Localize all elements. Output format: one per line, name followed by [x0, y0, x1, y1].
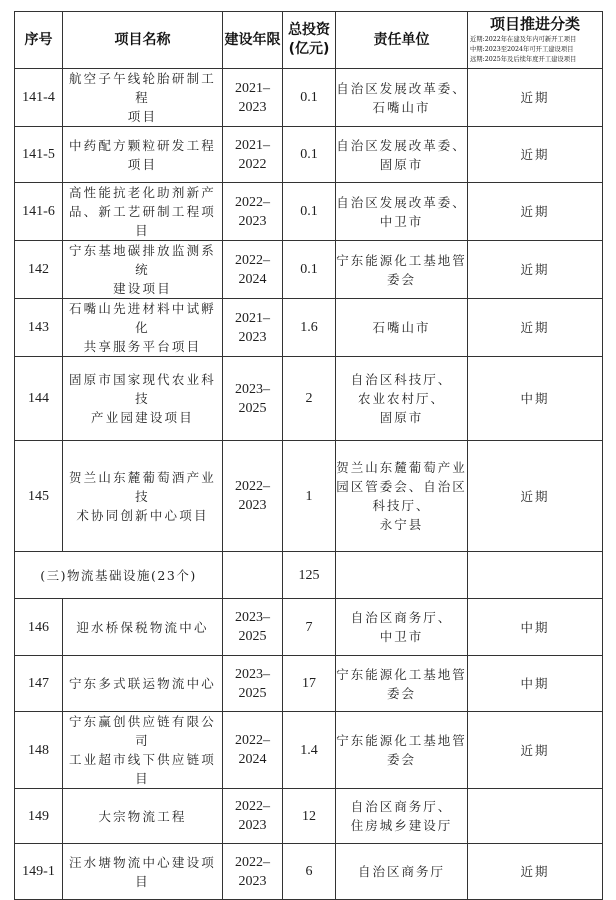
construction-years-line: 2025 [238, 400, 267, 416]
project-name-line: 迎水桥保税物流中心 [76, 619, 209, 635]
classification: 近期 [468, 241, 603, 299]
responsible-unit [336, 241, 468, 299]
classification: 中期 [468, 656, 603, 712]
responsible-unit [336, 656, 468, 712]
row-number: 146 [15, 599, 63, 656]
construction-years-line: 2022– [235, 252, 270, 268]
table-row [15, 183, 603, 241]
row-number: 141-5 [15, 127, 63, 183]
table-row [15, 599, 603, 656]
responsible-unit-line: 农业农村厅、 [357, 391, 445, 406]
table-row [15, 299, 603, 357]
responsible-unit-line: 石嘴山市 [372, 320, 431, 335]
construction-years [223, 299, 283, 357]
construction-years-line: 2024 [238, 271, 267, 287]
construction-years-line: 2022– [235, 194, 270, 210]
total-investment: 2 [283, 357, 336, 441]
project-table [14, 11, 603, 900]
construction-years-line: 2021– [235, 137, 270, 153]
responsible-unit-line: 石嘴山市 [372, 99, 431, 115]
table-row [15, 441, 603, 552]
row-number: 144 [15, 357, 63, 441]
responsible-unit-line: 自治区发展改革委、 [336, 137, 467, 153]
table-row [15, 127, 603, 183]
section-years-empty [223, 552, 283, 599]
total-investment: 12 [283, 789, 336, 844]
classification [468, 789, 603, 844]
table-row [15, 69, 603, 127]
table-row [15, 357, 603, 441]
responsible-unit [336, 844, 468, 900]
row-number: 147 [15, 656, 63, 712]
responsible-unit [336, 712, 468, 789]
legend-far: 远期:2025年及后续年度开工建设项目 [470, 56, 577, 63]
project-name-line: 项目 [127, 109, 158, 124]
construction-years-line: 2021– [235, 310, 270, 326]
construction-years-line: 2023 [238, 329, 267, 345]
section-label: (三)物流基础设施(23个) [15, 552, 223, 599]
project-name-line: 术协同创新中心项目 [76, 507, 209, 523]
responsible-unit [336, 183, 468, 241]
construction-years [223, 441, 283, 552]
total-investment: 1.4 [283, 712, 336, 789]
row-number: 149-1 [15, 844, 63, 900]
responsible-unit-line: 自治区商务厅 [357, 864, 445, 879]
construction-years [223, 183, 283, 241]
construction-years-line: 2022– [235, 799, 270, 814]
responsible-unit-line: 中卫市 [379, 213, 424, 229]
project-name-line: 共享服务平台项目 [83, 339, 202, 354]
responsible-unit [336, 789, 468, 844]
responsible-unit-line: 中卫市 [379, 629, 424, 644]
classification: 近期 [468, 299, 603, 357]
project-name [63, 357, 223, 441]
total-investment: 1 [283, 441, 336, 552]
construction-years [223, 599, 283, 656]
construction-years-line: 2023 [238, 99, 267, 115]
project-name [63, 656, 223, 712]
row-number: 149 [15, 789, 63, 844]
project-name [63, 789, 223, 844]
table-row [15, 712, 603, 789]
header-years: 建设年限 [223, 12, 283, 69]
construction-years [223, 789, 283, 844]
classification: 近期 [468, 844, 603, 900]
responsible-unit-line: 宁东能源化工基地管 [336, 733, 467, 748]
row-number: 143 [15, 299, 63, 357]
responsible-unit-line: 自治区商务厅、 [350, 610, 453, 625]
responsible-unit-line: 自治区发展改革委、 [336, 80, 467, 96]
row-number: 142 [15, 241, 63, 299]
responsible-unit-line: 委会 [386, 752, 416, 767]
project-name-line: 贺兰山东麓葡萄酒产业技 [68, 469, 216, 504]
construction-years-line: 2024 [238, 752, 267, 767]
project-name-line: 石嘴山先进材料中试孵化 [68, 301, 216, 335]
section-class-empty [468, 552, 603, 599]
construction-years-line: 2025 [238, 629, 267, 644]
construction-years-line: 2022– [235, 854, 270, 870]
classification: 近期 [468, 183, 603, 241]
classification: 近期 [468, 69, 603, 127]
construction-years [223, 712, 283, 789]
total-investment: 0.1 [283, 127, 336, 183]
construction-years-line: 2021– [235, 80, 270, 96]
total-investment: 1.6 [283, 299, 336, 357]
construction-years-line: 2022– [235, 733, 270, 748]
legend-mid: 中期:2023至2024年可开工建设项目 [470, 46, 574, 53]
project-name-line: 中药配方颗粒研发工程项目 [68, 137, 216, 172]
total-investment: 17 [283, 656, 336, 712]
classification: 中期 [468, 599, 603, 656]
row-number: 145 [15, 441, 63, 552]
construction-years-line: 2023 [238, 498, 267, 513]
construction-years [223, 69, 283, 127]
header-investment-line1: 总投资 [288, 22, 330, 38]
project-name-line: 产业园建设项目 [91, 410, 194, 425]
project-name [63, 712, 223, 789]
header-classification [468, 12, 603, 69]
responsible-unit [336, 127, 468, 183]
header-classification-title: 项目推进分类 [489, 15, 580, 33]
total-investment: 7 [283, 599, 336, 656]
responsible-unit-line: 自治区科技厅、 [350, 372, 453, 387]
construction-years-line: 2025 [238, 685, 267, 701]
project-name-line: 工业超市线下供应链项目 [68, 752, 216, 786]
responsible-unit-line: 贺兰山东麓葡萄产业 [336, 460, 467, 475]
construction-years [223, 844, 283, 900]
responsible-unit-line: 永宁县 [379, 517, 424, 532]
project-name-line: 高性能抗老化助剂新产 [68, 185, 216, 200]
responsible-unit-line: 自治区商务厅、 [350, 799, 453, 814]
responsible-unit [336, 441, 468, 552]
responsible-unit-line: 园区管委会、自治区 [336, 479, 467, 494]
project-name [63, 241, 223, 299]
construction-years-line: 2023– [235, 610, 270, 625]
header-name: 项目名称 [63, 12, 223, 69]
responsible-unit-line: 自治区发展改革委、 [336, 194, 467, 210]
table-row [15, 789, 603, 844]
row-number: 141-4 [15, 69, 63, 127]
responsible-unit [336, 357, 468, 441]
responsible-unit-line: 科技厅、 [372, 498, 431, 513]
construction-years-line: 2023 [238, 213, 267, 229]
project-name-line: 宁东基地碳排放监测系统 [68, 243, 216, 277]
project-name [63, 599, 223, 656]
construction-years-line: 2023 [238, 818, 267, 833]
project-name [63, 127, 223, 183]
classification: 近期 [468, 127, 603, 183]
project-name [63, 844, 223, 900]
project-name-line: 建设项目 [113, 281, 172, 296]
responsible-unit-line: 住房城乡建设厅 [350, 818, 453, 833]
project-name [63, 441, 223, 552]
project-name [63, 299, 223, 357]
responsible-unit [336, 69, 468, 127]
project-name-line: 固原市国家现代农业科技 [68, 372, 216, 406]
responsible-unit [336, 299, 468, 357]
classification: 近期 [468, 712, 603, 789]
header-investment-line2: (亿元) [288, 41, 330, 57]
table-row [15, 241, 603, 299]
project-name-line: 宁东赢创供应链有限公司 [68, 714, 216, 748]
header-unit: 责任单位 [336, 12, 468, 69]
total-investment: 0.1 [283, 183, 336, 241]
total-investment: 6 [283, 844, 336, 900]
header-investment [283, 12, 336, 69]
section-row [15, 552, 603, 599]
project-name-line: 航空子午线轮胎研制工程 [68, 71, 216, 105]
table-row [15, 844, 603, 900]
responsible-unit-line: 委会 [386, 685, 416, 701]
construction-years-line: 2022– [235, 479, 270, 494]
project-name-line: 大宗物流工程 [98, 808, 187, 824]
responsible-unit-line: 固原市 [379, 156, 424, 172]
construction-years-line: 2023 [238, 873, 267, 889]
responsible-unit-line: 宁东能源化工基地管 [336, 252, 467, 268]
section-investment: 125 [283, 552, 336, 599]
construction-years-line: 2022 [238, 156, 267, 172]
responsible-unit-line: 委会 [386, 271, 416, 287]
classification: 中期 [468, 357, 603, 441]
construction-years [223, 127, 283, 183]
construction-years-line: 2023– [235, 381, 270, 397]
header-no: 序号 [15, 12, 63, 69]
project-name [63, 183, 223, 241]
responsible-unit [336, 599, 468, 656]
project-name-line: 汪水塘物流中心建设项目 [68, 854, 216, 889]
construction-years [223, 656, 283, 712]
responsible-unit-line: 宁东能源化工基地管 [336, 666, 467, 682]
classification: 近期 [468, 441, 603, 552]
construction-years [223, 357, 283, 441]
row-number: 141-6 [15, 183, 63, 241]
total-investment: 0.1 [283, 69, 336, 127]
total-investment: 0.1 [283, 241, 336, 299]
project-name-line: 品、新工艺研制工程项目 [68, 204, 216, 238]
table-row [15, 656, 603, 712]
construction-years-line: 2023– [235, 666, 270, 682]
legend-near: 近期:2022年在建及年内可新开工项目 [470, 36, 577, 43]
construction-years [223, 241, 283, 299]
project-name [63, 69, 223, 127]
header-row [15, 12, 603, 69]
row-number: 148 [15, 712, 63, 789]
responsible-unit-line: 固原市 [379, 410, 424, 425]
project-name-line: 宁东多式联运物流中心 [68, 676, 216, 691]
section-unit-empty [336, 552, 468, 599]
